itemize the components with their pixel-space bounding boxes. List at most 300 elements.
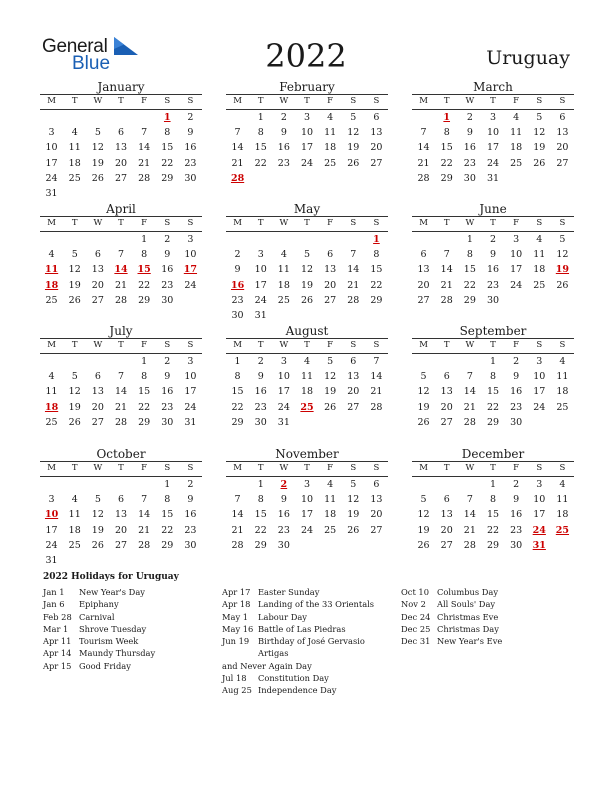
day-cell: 2 xyxy=(234,249,241,261)
weekday-label: S xyxy=(164,218,171,228)
holiday-entry xyxy=(43,598,218,610)
weekday-label: F xyxy=(327,96,334,106)
day-cell: 26 xyxy=(417,539,430,551)
day-cell: 7 xyxy=(350,249,357,261)
weekday-label: W xyxy=(93,218,103,228)
day-cell: 18 xyxy=(68,157,81,169)
month-november xyxy=(226,447,388,553)
day-cell: 6 xyxy=(373,112,380,123)
day-cell: 7 xyxy=(373,356,380,367)
holiday-column xyxy=(43,586,218,672)
holiday-entry xyxy=(401,611,576,623)
month-title: February xyxy=(279,80,335,94)
day-cell: 20 xyxy=(114,524,128,536)
month-august xyxy=(226,324,388,430)
day-cell: 18 xyxy=(324,509,337,521)
day-cell: 29 xyxy=(486,539,500,551)
empty-cell xyxy=(412,232,435,247)
empty-cell xyxy=(458,354,481,369)
weekday-label: S xyxy=(559,340,566,350)
day-cell: 14 xyxy=(440,264,453,276)
day-cell: 26 xyxy=(556,279,569,291)
holiday-date: Nov 2 xyxy=(401,599,426,610)
day-cell: 12 xyxy=(91,142,104,154)
month-march xyxy=(412,80,574,186)
day-cell: 26 xyxy=(91,172,104,184)
day-cell: 1 xyxy=(466,234,473,245)
day-cell: 19 xyxy=(68,401,81,413)
day-cell: 10 xyxy=(254,264,267,276)
weekday-label: M xyxy=(233,340,242,350)
day-cell: 16 xyxy=(463,142,476,154)
holiday-name: All Souls' Day xyxy=(437,599,496,610)
empty-cell xyxy=(295,232,318,247)
day-cell: 26 xyxy=(91,539,104,551)
holiday-entry xyxy=(222,635,397,660)
day-cell: 8 xyxy=(489,494,497,506)
month-title: July xyxy=(109,324,133,338)
day-cell: 19 xyxy=(91,524,104,536)
weekday-label: T xyxy=(118,96,124,106)
holiday-date: Feb 28 xyxy=(43,611,72,622)
day-cell: 13 xyxy=(556,127,569,139)
page-title-year: 2022 xyxy=(265,37,347,75)
day-cell: 30 xyxy=(184,172,197,184)
day-cell: 2 xyxy=(513,356,520,367)
day-cell: 22 xyxy=(161,157,174,169)
day-cell: 21 xyxy=(463,524,476,536)
weekday-label: W xyxy=(279,96,289,106)
holiday-day: 28 xyxy=(230,172,245,184)
holiday-name-continued: and Never Again Day xyxy=(222,660,312,671)
empty-cell xyxy=(86,232,109,247)
day-cell: 19 xyxy=(533,142,546,154)
holiday-date: Apr 17 xyxy=(222,587,251,597)
day-cell: 2 xyxy=(257,356,264,367)
weekday-label: S xyxy=(187,96,194,106)
weekday-header xyxy=(40,216,202,232)
day-cell: 30 xyxy=(510,539,523,551)
day-cell: 18 xyxy=(300,386,314,398)
holiday-entry xyxy=(222,672,397,684)
weekday-label: S xyxy=(536,463,543,473)
empty-cell xyxy=(226,232,249,247)
weekday-label: M xyxy=(47,218,56,228)
weekday-label: T xyxy=(304,340,310,350)
day-cell: 9 xyxy=(466,127,473,139)
holiday-day: 1 xyxy=(443,112,451,123)
holiday-day: 2 xyxy=(280,479,288,490)
day-cell: 16 xyxy=(161,264,174,276)
weekday-header xyxy=(412,94,574,110)
day-cell: 17 xyxy=(277,386,290,398)
day-cell: 20 xyxy=(440,524,453,536)
day-cell: 5 xyxy=(559,234,566,245)
day-cell: 5 xyxy=(327,356,334,367)
weekday-label: M xyxy=(233,96,242,106)
holiday-entry xyxy=(222,586,397,598)
day-cell: 7 xyxy=(466,371,473,383)
day-cell: 8 xyxy=(141,371,148,383)
weekday-label: W xyxy=(93,463,103,473)
weekday-header xyxy=(40,338,202,354)
weekday-header xyxy=(412,461,574,477)
day-cell: 21 xyxy=(347,279,360,291)
holiday-list xyxy=(43,572,583,702)
day-cell: 31 xyxy=(277,416,290,428)
day-cell: 9 xyxy=(187,494,194,506)
day-cell: 21 xyxy=(440,279,453,291)
empty-cell xyxy=(63,354,86,369)
day-cell: 15 xyxy=(254,509,267,521)
month-title: August xyxy=(285,324,329,338)
day-cell: 11 xyxy=(556,371,569,383)
day-cell: 19 xyxy=(91,157,104,169)
day-cell: 12 xyxy=(556,249,569,261)
header xyxy=(0,0,612,80)
day-cell: 27 xyxy=(114,172,128,184)
day-cell: 9 xyxy=(513,494,520,506)
day-grid xyxy=(226,354,388,430)
month-december xyxy=(412,447,574,553)
day-cell: 2 xyxy=(187,479,194,490)
day-cell: 30 xyxy=(184,539,197,551)
day-cell: 15 xyxy=(138,386,151,398)
day-cell: 30 xyxy=(231,309,244,321)
day-cell: 11 xyxy=(68,509,81,521)
month-title: March xyxy=(473,80,513,94)
day-cell: 6 xyxy=(94,371,101,383)
day-cell: 25 xyxy=(324,157,337,169)
holiday-name: Christmas Day xyxy=(437,623,499,634)
weekday-label: F xyxy=(513,218,520,228)
day-cell: 5 xyxy=(94,127,101,139)
day-cell: 26 xyxy=(347,157,360,169)
empty-cell xyxy=(435,354,458,369)
weekday-label: S xyxy=(164,340,171,350)
day-cell: 8 xyxy=(466,249,473,261)
day-cell: 3 xyxy=(48,494,55,506)
holiday-date: Jun 19 xyxy=(222,636,250,647)
day-cell: 5 xyxy=(71,249,78,261)
empty-cell xyxy=(249,232,272,247)
day-cell: 3 xyxy=(489,112,497,123)
holiday-day: 17 xyxy=(183,264,198,276)
day-cell: 1 xyxy=(257,479,264,490)
day-cell: 28 xyxy=(231,539,244,551)
weekday-label: S xyxy=(187,340,194,350)
day-cell: 2 xyxy=(164,356,171,367)
day-cell: 10 xyxy=(300,127,314,139)
day-cell: 23 xyxy=(254,401,267,413)
day-cell: 13 xyxy=(417,264,430,276)
empty-cell xyxy=(412,354,435,369)
empty-cell xyxy=(109,354,132,369)
holiday-day: 18 xyxy=(44,401,59,413)
day-cell: 21 xyxy=(114,279,128,291)
day-cell: 19 xyxy=(300,279,314,291)
day-cell: 1 xyxy=(141,356,148,367)
empty-cell xyxy=(109,232,132,247)
empty-cell xyxy=(133,477,156,492)
day-cell: 27 xyxy=(440,416,453,428)
day-cell: 22 xyxy=(161,524,174,536)
month-title: November xyxy=(275,447,339,461)
day-cell: 15 xyxy=(231,386,244,398)
day-cell: 26 xyxy=(324,401,337,413)
day-cell: 1 xyxy=(489,479,497,490)
day-cell: 23 xyxy=(486,279,500,291)
day-cell: 16 xyxy=(510,509,523,521)
weekday-label: S xyxy=(373,96,380,106)
weekday-label: T xyxy=(304,463,310,473)
weekday-label: M xyxy=(419,463,428,473)
day-cell: 18 xyxy=(324,142,337,154)
day-cell: 11 xyxy=(556,494,569,506)
day-cell: 16 xyxy=(277,142,290,154)
day-cell: 24 xyxy=(300,157,314,169)
month-may xyxy=(226,202,388,323)
holiday-name: Epiphany xyxy=(79,599,119,610)
day-cell: 8 xyxy=(164,494,171,506)
weekday-header xyxy=(412,216,574,232)
day-cell: 19 xyxy=(68,279,81,291)
day-cell: 9 xyxy=(280,127,287,139)
day-cell: 16 xyxy=(254,386,267,398)
holiday-entry xyxy=(43,647,218,659)
day-cell: 11 xyxy=(510,127,523,139)
empty-cell xyxy=(40,110,63,125)
day-cell: 12 xyxy=(347,127,360,139)
day-cell: 24 xyxy=(45,172,58,184)
empty-cell xyxy=(63,477,86,492)
month-title: June xyxy=(479,202,507,216)
holiday-name: New Year's Eve xyxy=(437,636,503,647)
holiday-day: 11 xyxy=(44,264,59,276)
day-cell: 21 xyxy=(138,157,151,169)
empty-cell xyxy=(86,477,109,492)
empty-cell xyxy=(40,477,63,492)
day-cell: 24 xyxy=(254,294,267,306)
day-cell: 17 xyxy=(533,509,546,521)
empty-cell xyxy=(435,477,458,492)
day-cell: 8 xyxy=(141,249,148,261)
weekday-label: S xyxy=(164,463,171,473)
day-cell: 15 xyxy=(370,264,383,276)
day-cell: 15 xyxy=(486,509,500,521)
day-cell: 4 xyxy=(513,112,520,123)
day-cell: 6 xyxy=(117,127,125,139)
day-cell: 29 xyxy=(138,416,151,428)
day-cell: 25 xyxy=(277,294,290,306)
day-cell: 27 xyxy=(114,539,128,551)
weekday-header xyxy=(40,94,202,110)
day-cell: 12 xyxy=(417,386,430,398)
day-cell: 8 xyxy=(373,249,380,261)
day-cell: 27 xyxy=(417,294,430,306)
empty-cell xyxy=(272,232,295,247)
holiday-name: Carnival xyxy=(79,611,115,622)
weekday-label: T xyxy=(490,218,496,228)
day-cell: 2 xyxy=(164,234,171,245)
day-cell: 6 xyxy=(420,249,427,261)
day-cell: 19 xyxy=(417,401,430,413)
day-cell: 17 xyxy=(300,142,314,154)
day-cell: 10 xyxy=(300,494,314,506)
holiday-entry xyxy=(43,623,218,635)
day-cell: 11 xyxy=(277,264,290,276)
day-cell: 25 xyxy=(68,172,81,184)
day-cell: 20 xyxy=(91,401,104,413)
weekday-label: T xyxy=(304,96,310,106)
day-grid xyxy=(412,110,574,186)
month-july xyxy=(40,324,202,430)
weekday-label: W xyxy=(279,463,289,473)
holiday-name: Good Friday xyxy=(79,660,131,671)
day-cell: 8 xyxy=(234,371,241,383)
day-cell: 20 xyxy=(91,279,104,291)
weekday-label: T xyxy=(257,218,264,228)
day-cell: 4 xyxy=(559,479,566,490)
day-cell: 22 xyxy=(138,401,151,413)
day-cell: 1 xyxy=(141,234,148,245)
weekday-label: M xyxy=(47,96,56,106)
holiday-name: Christmas Eve xyxy=(437,611,499,622)
weekday-label: T xyxy=(71,463,78,473)
month-february xyxy=(226,80,388,186)
day-cell: 25 xyxy=(45,416,58,428)
day-cell: 8 xyxy=(257,494,264,506)
day-cell: 7 xyxy=(443,249,450,261)
day-cell: 4 xyxy=(48,371,55,383)
holiday-date: Apr 15 xyxy=(43,660,72,671)
day-cell: 29 xyxy=(463,294,476,306)
holiday-day: 25 xyxy=(300,401,314,413)
day-cell: 1 xyxy=(164,479,171,490)
day-cell: 12 xyxy=(324,371,337,383)
day-cell: 20 xyxy=(440,401,453,413)
day-cell: 26 xyxy=(347,524,360,536)
month-title: October xyxy=(96,447,146,461)
day-cell: 14 xyxy=(347,264,360,276)
day-cell: 16 xyxy=(277,509,290,521)
day-cell: 13 xyxy=(347,371,360,383)
holiday-day: 24 xyxy=(532,524,546,536)
day-cell: 6 xyxy=(443,494,450,506)
day-cell: 23 xyxy=(184,524,197,536)
weekday-label: W xyxy=(279,218,289,228)
day-cell: 22 xyxy=(463,279,476,291)
weekday-label: T xyxy=(443,340,450,350)
day-cell: 12 xyxy=(347,494,360,506)
weekday-label: M xyxy=(419,218,428,228)
empty-cell xyxy=(319,232,342,247)
holiday-date: Mar 1 xyxy=(43,623,69,634)
country-name: Uruguay xyxy=(486,47,570,69)
day-cell: 30 xyxy=(161,416,174,428)
day-cell: 3 xyxy=(303,112,311,123)
day-cell: 18 xyxy=(556,386,569,398)
day-cell: 7 xyxy=(234,494,241,506)
day-grid xyxy=(412,354,574,430)
holiday-name: New Year's Day xyxy=(79,587,145,597)
day-cell: 17 xyxy=(533,386,546,398)
day-cell: 13 xyxy=(370,127,383,139)
day-cell: 29 xyxy=(486,416,500,428)
holiday-date: Apr 11 xyxy=(43,636,72,647)
day-cell: 3 xyxy=(536,356,543,367)
day-cell: 22 xyxy=(254,157,267,169)
day-cell: 5 xyxy=(420,494,427,506)
day-cell: 9 xyxy=(164,371,171,383)
month-title: May xyxy=(293,202,321,216)
empty-cell xyxy=(133,110,156,125)
month-october xyxy=(40,447,202,568)
month-title: December xyxy=(461,447,525,461)
day-cell: 4 xyxy=(71,494,78,506)
weekday-label: S xyxy=(536,340,543,350)
day-cell: 20 xyxy=(370,142,383,154)
day-cell: 28 xyxy=(114,294,128,306)
day-cell: 2 xyxy=(489,234,497,245)
day-cell: 10 xyxy=(184,249,197,261)
holiday-name: Birthday of José Gervasio Artigas xyxy=(258,636,365,659)
holiday-name: Labour Day xyxy=(258,611,307,622)
day-cell: 1 xyxy=(489,356,497,367)
day-cell: 6 xyxy=(443,371,450,383)
weekday-label: M xyxy=(233,218,242,228)
day-cell: 20 xyxy=(324,279,337,291)
day-cell: 12 xyxy=(300,264,314,276)
logo-blue-text: Blue xyxy=(72,53,111,74)
holiday-date: Apr 18 xyxy=(222,599,251,610)
day-cell: 22 xyxy=(231,401,244,413)
empty-cell xyxy=(458,477,481,492)
weekday-label: T xyxy=(118,463,124,473)
day-cell: 3 xyxy=(48,127,55,139)
weekday-label: F xyxy=(327,340,334,350)
day-cell: 14 xyxy=(231,509,244,521)
day-cell: 14 xyxy=(138,142,151,154)
weekday-label: S xyxy=(350,463,357,473)
day-cell: 11 xyxy=(324,494,337,506)
day-grid xyxy=(40,477,202,568)
day-cell: 12 xyxy=(91,509,104,521)
weekday-label: M xyxy=(47,340,56,350)
weekday-label: S xyxy=(559,218,566,228)
holiday-day: 25 xyxy=(555,524,570,536)
holiday-entry xyxy=(401,586,576,598)
day-cell: 22 xyxy=(254,524,267,536)
day-cell: 17 xyxy=(300,509,314,521)
weekday-header xyxy=(226,461,388,477)
day-cell: 15 xyxy=(254,142,267,154)
day-cell: 16 xyxy=(184,509,197,521)
holiday-entry xyxy=(401,623,576,635)
day-cell: 1 xyxy=(257,112,264,123)
weekday-label: F xyxy=(141,340,148,350)
day-cell: 17 xyxy=(184,386,197,398)
day-cell: 28 xyxy=(138,172,151,184)
weekday-label: T xyxy=(490,340,496,350)
weekday-label: S xyxy=(350,96,357,106)
holiday-name: Columbus Day xyxy=(437,587,499,597)
day-cell: 25 xyxy=(533,279,546,291)
day-cell: 11 xyxy=(68,142,81,154)
day-cell: 17 xyxy=(486,142,500,154)
day-cell: 8 xyxy=(164,127,171,139)
day-cell: 10 xyxy=(486,127,500,139)
